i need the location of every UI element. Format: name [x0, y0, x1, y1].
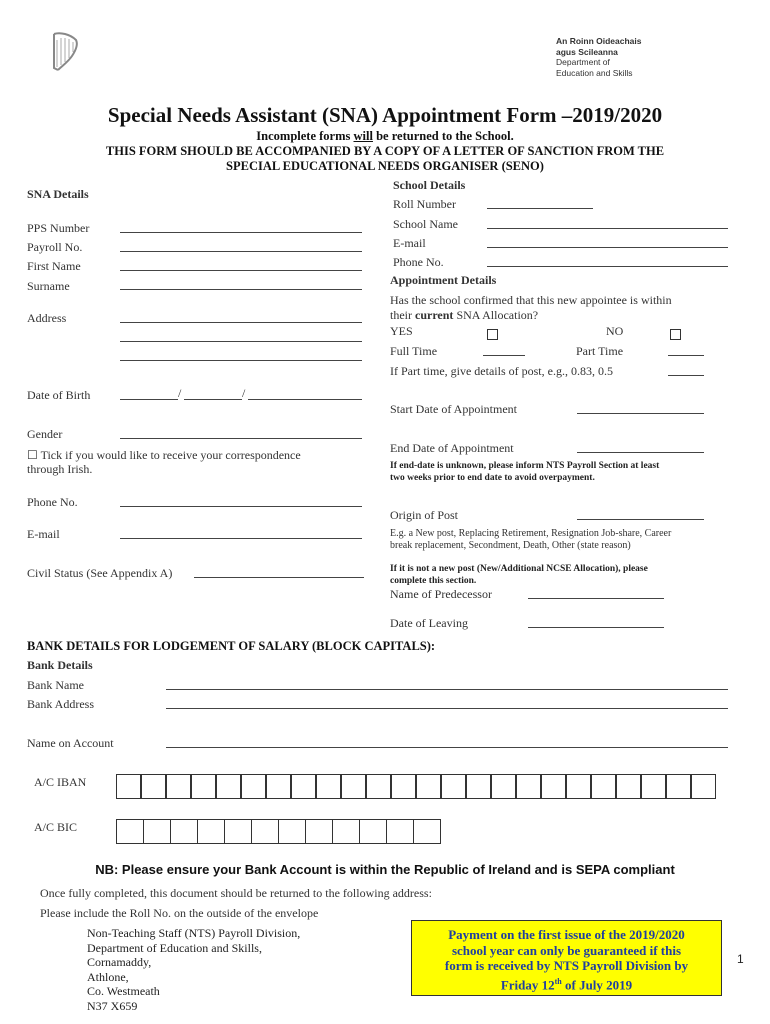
iban-box[interactable]	[666, 774, 691, 799]
roll-number-label: Roll Number	[393, 197, 456, 211]
iban-box[interactable]	[316, 774, 341, 799]
bic-box[interactable]	[116, 819, 144, 844]
iban-box[interactable]	[416, 774, 441, 799]
sanction-notice-line1: THIS FORM SHOULD BE ACCOMPANIED BY A COPY OF A LETTER OF SANCTION FROM THE	[105, 144, 665, 158]
bank-address-field[interactable]	[166, 708, 728, 709]
iban-box[interactable]	[491, 774, 516, 799]
email-label: E-mail	[27, 527, 60, 541]
origin-label: Origin of Post	[390, 508, 459, 522]
irish-line2: through Irish.	[27, 462, 93, 476]
predecessor-label: Name of Predecessor	[390, 587, 492, 601]
bank-address-label: Bank Address	[27, 697, 94, 711]
roll-no-instructions: Please include the Roll No. on the outside of the envelope	[40, 906, 319, 920]
gender-field[interactable]	[120, 438, 362, 439]
iban-box[interactable]	[541, 774, 566, 799]
dob-label: Date of Birth	[27, 388, 91, 402]
yes-label: YES	[390, 324, 413, 338]
date-of-leaving-field[interactable]	[528, 627, 664, 628]
bank-name-label: Bank Name	[27, 678, 84, 692]
account-name-field[interactable]	[166, 747, 728, 748]
school-phone-label: Phone No.	[393, 255, 444, 269]
iban-label: A/C IBAN	[34, 775, 87, 789]
dob-separator-1: /	[178, 386, 182, 400]
gender-label: Gender	[27, 427, 63, 441]
first-name-label: First Name	[27, 259, 81, 273]
part-time-details-label: If Part time, give details of post, e.g., 0.83, 0.5	[390, 364, 613, 378]
bic-box[interactable]	[143, 819, 171, 844]
address-line: N37 X659	[87, 998, 138, 1013]
end-date-label: End Date of Appointment	[390, 441, 514, 455]
civil-status-field[interactable]	[194, 577, 364, 578]
school-email-field[interactable]	[487, 247, 728, 248]
bic-box[interactable]	[413, 819, 441, 844]
return-address	[87, 926, 300, 1013]
address-line: Cornamaddy,	[87, 955, 152, 969]
not-new-post-note	[390, 563, 648, 587]
pps-field[interactable]	[120, 232, 362, 233]
sanction-notice-line2: SPECIAL EDUCATIONAL NEEDS ORGANISER (SENO)	[226, 159, 544, 173]
dept-line2: agus Scileanna	[556, 46, 618, 57]
origin-example-line1: E.g. a New post, Replacing Retirement, Resignation Job-share, Career	[390, 528, 672, 539]
address-line: Department of Education and Skills,	[87, 940, 262, 955]
allocation-question-line2: their current SNA Allocation?	[390, 308, 539, 322]
bic-box[interactable]	[251, 819, 279, 844]
not-new-post-note-line1: If it is not a new post (New/Additional NCSE Allocation), please	[390, 564, 648, 574]
dob-separator-2: /	[242, 386, 246, 400]
irish-line1: Tick if you would like to receive your correspondence	[40, 448, 301, 462]
bic-box[interactable]	[359, 819, 387, 844]
address-line: Athlone,	[87, 969, 129, 984]
bank-details-heading: Bank Details	[27, 658, 93, 672]
dob-year-field[interactable]	[248, 399, 362, 400]
pps-label: PPS Number	[27, 221, 90, 235]
appointment-details-heading: Appointment Details	[390, 273, 497, 287]
surname-field[interactable]	[120, 289, 362, 290]
predecessor-field[interactable]	[528, 598, 664, 599]
payroll-field[interactable]	[120, 251, 362, 252]
full-time-field[interactable]	[483, 355, 525, 356]
end-date-note	[390, 460, 659, 484]
dept-line3: Department of	[556, 57, 610, 67]
school-phone-field[interactable]	[487, 266, 728, 267]
address-label: Address	[27, 311, 67, 325]
part-time-label: Part Time	[576, 344, 624, 358]
payment-line4: Friday 12th of July 2019	[500, 976, 633, 992]
department-logo-text	[556, 36, 642, 78]
iban-box[interactable]	[366, 774, 391, 799]
iban-box[interactable]	[391, 774, 416, 799]
origin-field[interactable]	[577, 519, 704, 520]
iban-box[interactable]	[616, 774, 641, 799]
harp-crest-icon	[48, 30, 82, 72]
address-line: Non-Teaching Staff (NTS) Payroll Division,	[87, 926, 301, 940]
bic-box[interactable]	[305, 819, 333, 844]
yes-checkbox[interactable]	[487, 325, 498, 343]
bank-name-field[interactable]	[166, 689, 728, 690]
payroll-label: Payroll No.	[27, 240, 83, 254]
school-name-label: School Name	[393, 217, 458, 231]
bic-box[interactable]	[332, 819, 360, 844]
email-field[interactable]	[120, 538, 362, 539]
school-email-label: E-mail	[393, 236, 426, 250]
iban-box[interactable]	[691, 774, 716, 799]
iban-box[interactable]	[566, 774, 591, 799]
dob-day-field[interactable]	[120, 399, 178, 400]
bic-label: A/C BIC	[34, 820, 78, 834]
irish-correspondence	[27, 448, 301, 476]
bic-boxes[interactable]	[116, 819, 446, 845]
return-instructions: Once fully completed, this document should be returned to the following address:	[40, 886, 432, 900]
incomplete-notice: Incomplete forms will be returned to the School.	[256, 129, 514, 143]
payment-line1: Payment on the first issue of the 2019/2020	[448, 927, 685, 942]
iban-box[interactable]	[441, 774, 466, 799]
iban-box[interactable]	[641, 774, 666, 799]
notice-block	[0, 129, 770, 174]
account-name-label: Name on Account	[27, 736, 114, 750]
no-checkbox[interactable]	[670, 325, 681, 343]
phone-label: Phone No.	[27, 495, 78, 509]
surname-label: Surname	[27, 279, 70, 293]
full-time-label: Full Time	[390, 344, 438, 358]
dob-month-field[interactable]	[184, 399, 242, 400]
payment-line3: form is received by NTS Payroll Division by	[444, 958, 689, 973]
civil-status-label: Civil Status (See Appendix A)	[27, 566, 173, 580]
end-date-field[interactable]	[577, 452, 704, 453]
dept-line1: An Roinn Oideachais	[556, 36, 642, 46]
dept-line4: Education and Skills	[556, 67, 633, 78]
iban-box[interactable]	[341, 774, 366, 799]
iban-box[interactable]	[466, 774, 491, 799]
origin-example	[390, 528, 671, 552]
bic-box[interactable]	[224, 819, 252, 844]
iban-box[interactable]	[516, 774, 541, 799]
iban-box[interactable]	[291, 774, 316, 799]
address-field-line2[interactable]	[120, 341, 362, 342]
bic-box[interactable]	[386, 819, 414, 844]
start-date-label: Start Date of Appointment	[390, 402, 517, 416]
first-name-field[interactable]	[120, 270, 362, 271]
page-number: 1	[737, 952, 744, 966]
allocation-question	[390, 293, 672, 323]
address-line: Co. Westmeath	[87, 984, 160, 998]
iban-box[interactable]	[141, 774, 166, 799]
origin-example-line2: break replacement, Secondment, Death, Other (state reason)	[390, 540, 631, 551]
bic-box[interactable]	[278, 819, 306, 844]
iban-box[interactable]	[216, 774, 241, 799]
phone-field[interactable]	[120, 506, 362, 507]
payment-deadline-box	[411, 920, 722, 996]
part-time-details-field[interactable]	[668, 375, 704, 376]
payment-line2: school year can only be guaranteed if this	[451, 942, 682, 958]
end-date-note-line2: two weeks prior to end date to avoid overpayment.	[390, 473, 595, 483]
end-date-note-line1: If end-date is unknown, please inform NTS Payroll Section at least	[390, 461, 660, 471]
iban-box[interactable]	[266, 774, 291, 799]
allocation-question-line1: Has the school confirmed that this new appointee is within	[390, 293, 672, 307]
iban-box[interactable]	[241, 774, 266, 799]
sepa-notice: NB: Please ensure your Bank Account is within the Republic of Ireland and is SEPA compliant	[95, 862, 675, 877]
no-label: NO	[606, 324, 624, 338]
page-title: Special Needs Assistant (SNA) Appointment Form –2019/2020	[107, 103, 663, 127]
roll-number-field[interactable]	[487, 208, 593, 209]
school-details-heading: School Details	[393, 178, 466, 192]
address-field-line3[interactable]	[120, 360, 362, 361]
start-date-field[interactable]	[577, 413, 704, 414]
iban-box[interactable]	[166, 774, 191, 799]
irish-checkbox[interactable]: ☐	[27, 448, 38, 462]
school-name-field[interactable]	[487, 228, 728, 229]
iban-box[interactable]	[191, 774, 216, 799]
bank-section-title: BANK DETAILS FOR LODGEMENT OF SALARY (BLOCK CAPITALS):	[27, 639, 436, 653]
part-time-field[interactable]	[668, 355, 704, 356]
iban-boxes[interactable]	[116, 774, 720, 800]
bic-box[interactable]	[197, 819, 225, 844]
address-field-line1[interactable]	[120, 322, 362, 323]
iban-box[interactable]	[116, 774, 141, 799]
date-of-leaving-label: Date of Leaving	[390, 616, 468, 630]
not-new-post-note-line2: complete this section.	[390, 576, 477, 586]
sna-details-heading: SNA Details	[27, 187, 89, 201]
bic-box[interactable]	[170, 819, 198, 844]
iban-box[interactable]	[591, 774, 616, 799]
